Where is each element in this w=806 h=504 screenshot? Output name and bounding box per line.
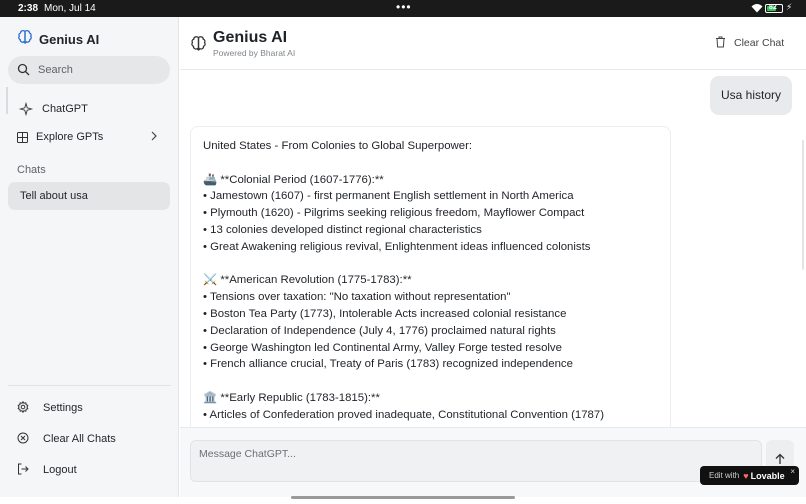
sidebar-divider [8, 385, 171, 386]
brain-logo-icon [17, 29, 33, 50]
page-subtitle: Powered by Bharat AI [213, 48, 296, 58]
message-line [203, 256, 670, 273]
message-line: • Boston Tea Party (1773), Intolerable Acts increased colonial resistance [203, 307, 567, 320]
message-line: • Plymouth (1620) - Pilgrims seeking religious freedom, Mayflower Compact [203, 207, 585, 220]
settings-button[interactable] [17, 398, 83, 418]
multitask-dots[interactable]: ••• [396, 0, 412, 14]
charging-icon: ⚡ [786, 2, 793, 12]
logout-icon [17, 463, 29, 478]
close-icon[interactable]: × [790, 467, 795, 476]
message-input[interactable] [190, 440, 762, 482]
sidebar-item-explore-gpts[interactable] [8, 124, 170, 150]
search-icon [17, 63, 30, 81]
message-list[interactable] [180, 71, 798, 427]
battery-icon [765, 4, 783, 13]
status-bar [0, 0, 806, 17]
sidebar-item-label: ChatGPT [42, 103, 88, 115]
clear-all-chats-button[interactable] [17, 429, 116, 449]
message-line: • Jamestown (1607) - first permanent English settlement in North America [203, 190, 574, 203]
circle-x-icon [17, 432, 29, 447]
sparkle-icon [18, 103, 34, 115]
chat-header [180, 17, 806, 70]
assistant-message [190, 126, 671, 456]
sidebar-item-chatgpt[interactable] [8, 96, 170, 122]
heart-icon: ♥ [743, 470, 749, 481]
clear-chat-label: Clear Chat [734, 37, 785, 49]
status-date: Mon, Jul 14 [44, 3, 96, 14]
message-line [203, 155, 670, 172]
brain-icon [190, 35, 207, 57]
chat-history-item[interactable]: Tell about usa [8, 182, 170, 210]
edit-with-lovable-badge[interactable] [700, 466, 799, 485]
message-line: • French alliance crucial, Treaty of Paris (1783) recognized independence [203, 358, 573, 371]
battery-level: 82 [769, 4, 777, 11]
gear-icon [17, 401, 29, 416]
message-line: • Tensions over taxation: "No taxation without representation" [203, 291, 511, 304]
chats-section-label: Chats [17, 164, 46, 176]
message-scrollbar[interactable] [802, 140, 804, 270]
grid-icon [14, 132, 30, 143]
message-line: • Articles of Confederation proved inadequate, Constitutional Convention (1787) [203, 408, 605, 421]
message-line: • 13 colonies developed distinct regional characteristics [203, 223, 482, 236]
brand-name: Genius AI [39, 31, 100, 47]
chevron-right-icon [150, 130, 158, 145]
badge-brand-label: Lovable [750, 470, 785, 481]
user-message: Usa history [710, 76, 792, 115]
wifi-icon [751, 3, 763, 16]
settings-label: Settings [43, 402, 83, 414]
logout-button[interactable] [17, 460, 77, 480]
message-line: • Great Awakening religious revival, Enlightenment ideas influenced colonists [203, 240, 591, 253]
sidebar-item-label: Explore GPTs [36, 131, 104, 143]
search-input[interactable] [38, 56, 163, 84]
page-title: Genius AI [213, 29, 288, 46]
home-indicator[interactable] [291, 496, 515, 499]
clear-chat-button[interactable] [715, 35, 784, 51]
search-box[interactable] [8, 56, 170, 84]
badge-edit-label: Edit with [709, 471, 740, 480]
status-time: 2:38 [18, 3, 39, 14]
sidebar [0, 17, 179, 497]
message-line: 🏛️ **Early Republic (1783-1815):** [203, 391, 380, 404]
brand[interactable] [17, 29, 99, 49]
composer [180, 427, 806, 497]
message-line: • George Washington led Continental Army, Valley Forge tested resolve [203, 341, 562, 354]
trash-icon [715, 36, 726, 51]
clear-all-chats-label: Clear All Chats [43, 433, 116, 445]
message-line [203, 373, 670, 390]
message-line: • Declaration of Independence (July 4, 1776) proclaimed natural rights [203, 324, 556, 337]
logout-label: Logout [43, 464, 77, 476]
message-line: United States - From Colonies to Global Superpower: [203, 140, 473, 152]
message-line: ⚔️ **American Revolution (1775-1783):** [203, 274, 412, 287]
message-line: 🚢 **Colonial Period (1607-1776):** [203, 173, 384, 186]
